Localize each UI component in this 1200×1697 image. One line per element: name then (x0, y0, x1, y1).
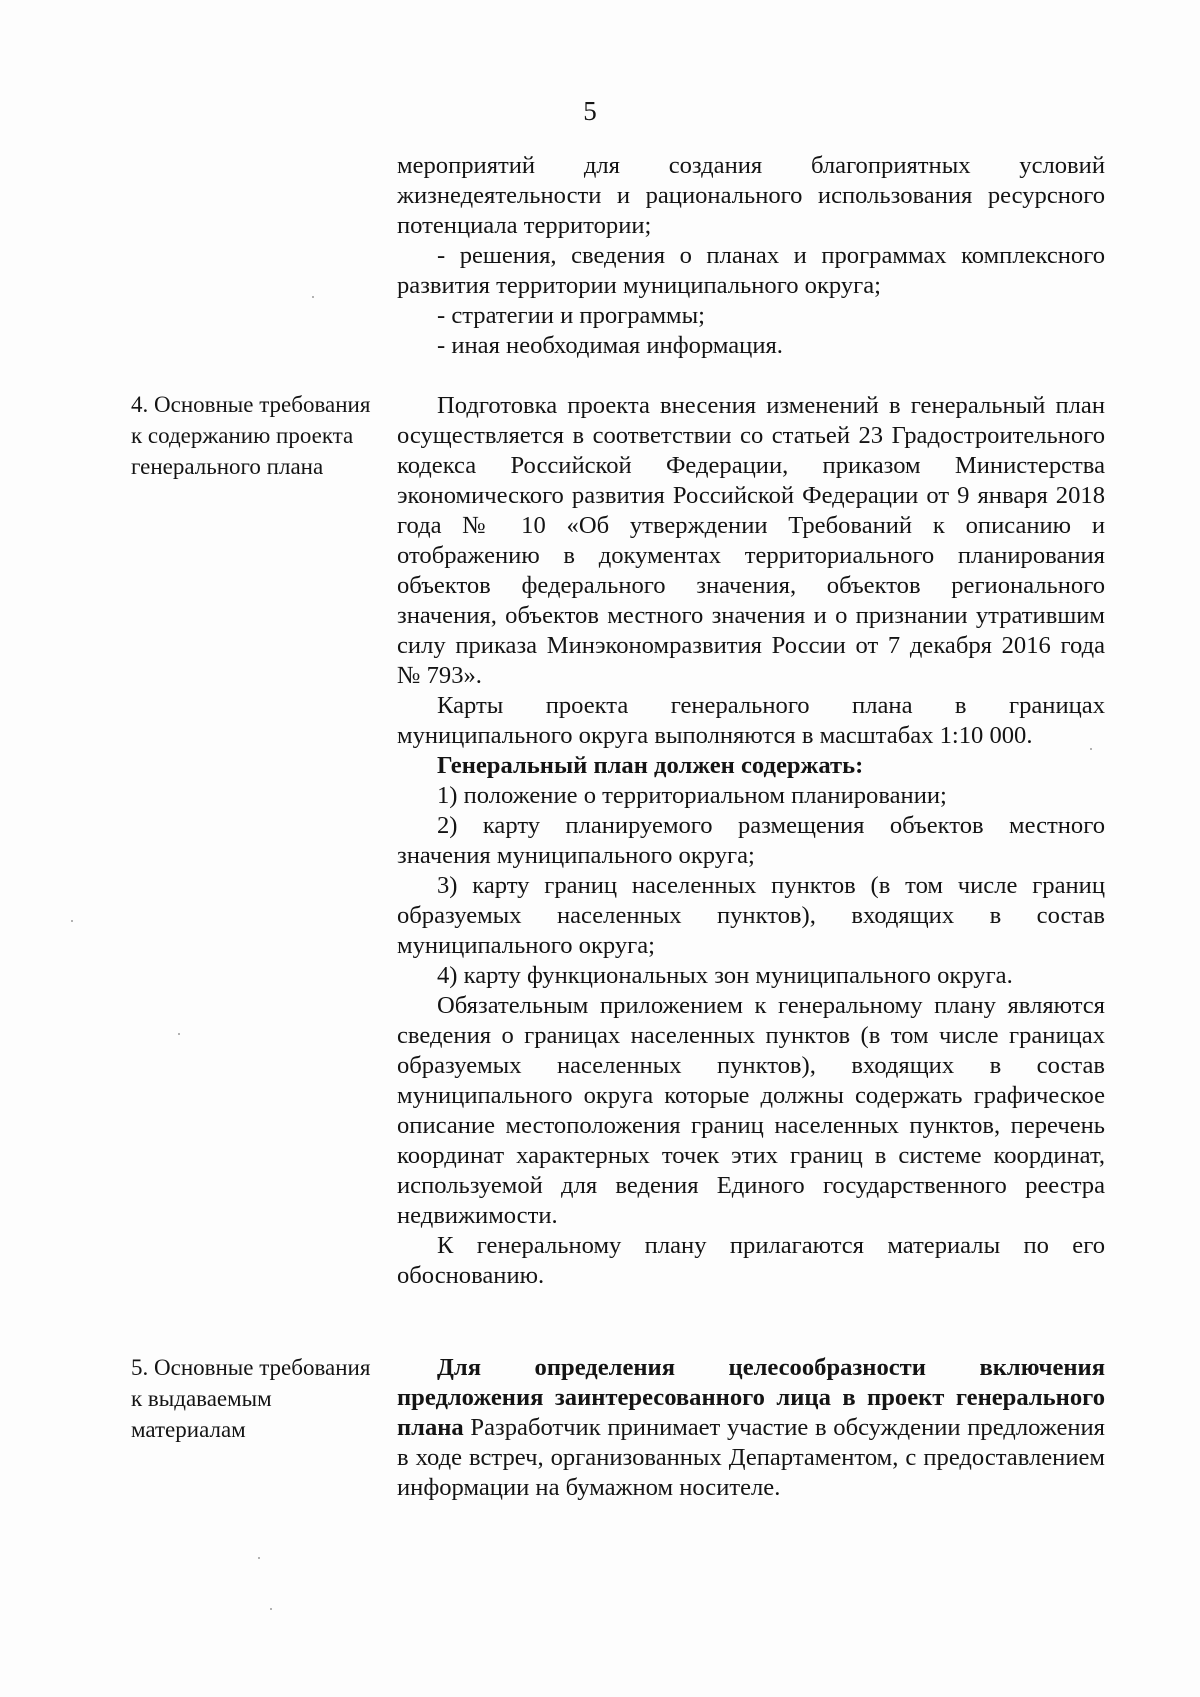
section-4-item-4: 4) карту функциональных зон муниципального округа. (437, 962, 1013, 989)
top-paragraph-2: - решения, сведения о планах и программах комплексного развития территории муниципального округа; (397, 242, 1105, 299)
section-5-bold-lead: Для определения целесообразности включения предложения заинтересованного лица в проект генерального плана (397, 1354, 1105, 1441)
section-4-item-2: 2) карту планируемого размещения объектов местного значения муниципального округа; (397, 812, 1105, 869)
section-5-label: 5. Основные требования к выдаваемым материалам (131, 1355, 371, 1442)
scan-speck (312, 296, 314, 298)
section-4-label: 4. Основные требования к содержанию проекта генерального плана (131, 392, 371, 479)
section-4-paragraph-2: Карты проекта генерального плана в границах муниципального округа выполняются в масштабах 1:10 000. (397, 692, 1105, 749)
section-4-paragraph-4: Обязательным приложением к генеральному плану являются сведения о границах населенных пунктов (в том числе границах образуемых населенных пунктов), входящих в состав муниципального округа которые должны содержать графическое описание местоположения границ населенных пунктов, перечень координат характерных точек этих границ в системе координат, используемой для ведения Единого государственного реестра недвижимости. (397, 992, 1105, 1229)
section-4-item-1: 1) положение о территориальном планировании; (437, 782, 947, 809)
scan-speck (270, 1608, 272, 1610)
section-5-content (397, 1353, 1105, 1503)
top-paragraph-1: мероприятий для создания благоприятных условий жизнедеятельности и рационального использования ресурсного потенциала территории; (397, 152, 1105, 239)
scan-speck (178, 1033, 180, 1035)
section-5-paragraph-1 (397, 1353, 1105, 1503)
section-4-content (397, 391, 1105, 1291)
scan-speck (258, 1557, 260, 1559)
top-continuation-block (397, 151, 1105, 361)
section-5-text: Разработчик принимает участие в обсуждении предложения в ходе встреч, организованных Департаментом, с предоставлением информации на бумажном носителе. (397, 1414, 1105, 1501)
section-4-heading-contents: Генеральный план должен содержать: (437, 752, 864, 779)
page-number: 5 (583, 96, 597, 126)
scan-speck (1090, 748, 1092, 750)
top-paragraph-4: - иная необходимая информация. (437, 332, 783, 359)
section-4-paragraph-5: К генеральному плану прилагаются материалы по его обоснованию. (397, 1232, 1105, 1289)
section-4-item-3: 3) карту границ населенных пунктов (в том числе границ образуемых населенных пунктов), входящих в состав муниципального округа; (397, 872, 1105, 959)
top-paragraph-3: - стратегии и программы; (437, 302, 705, 329)
section-4-paragraph-1: Подготовка проекта внесения изменений в генеральный план осуществляется в соответствии со статьей 23 Градостроительного кодекса Российской Федерации, приказом Министерства экономического развития Российской Федерации от 9 января 2018 года № 10 «Об утверждении Требований к описанию и отображению в документах территориального планирования объектов федерального значения, объектов регионального значения, объектов местного значения и о признании утратившим силу приказа Минэкономразвития России от 7 декабря 2016 года № 793». (397, 392, 1105, 689)
scan-speck (71, 920, 73, 922)
